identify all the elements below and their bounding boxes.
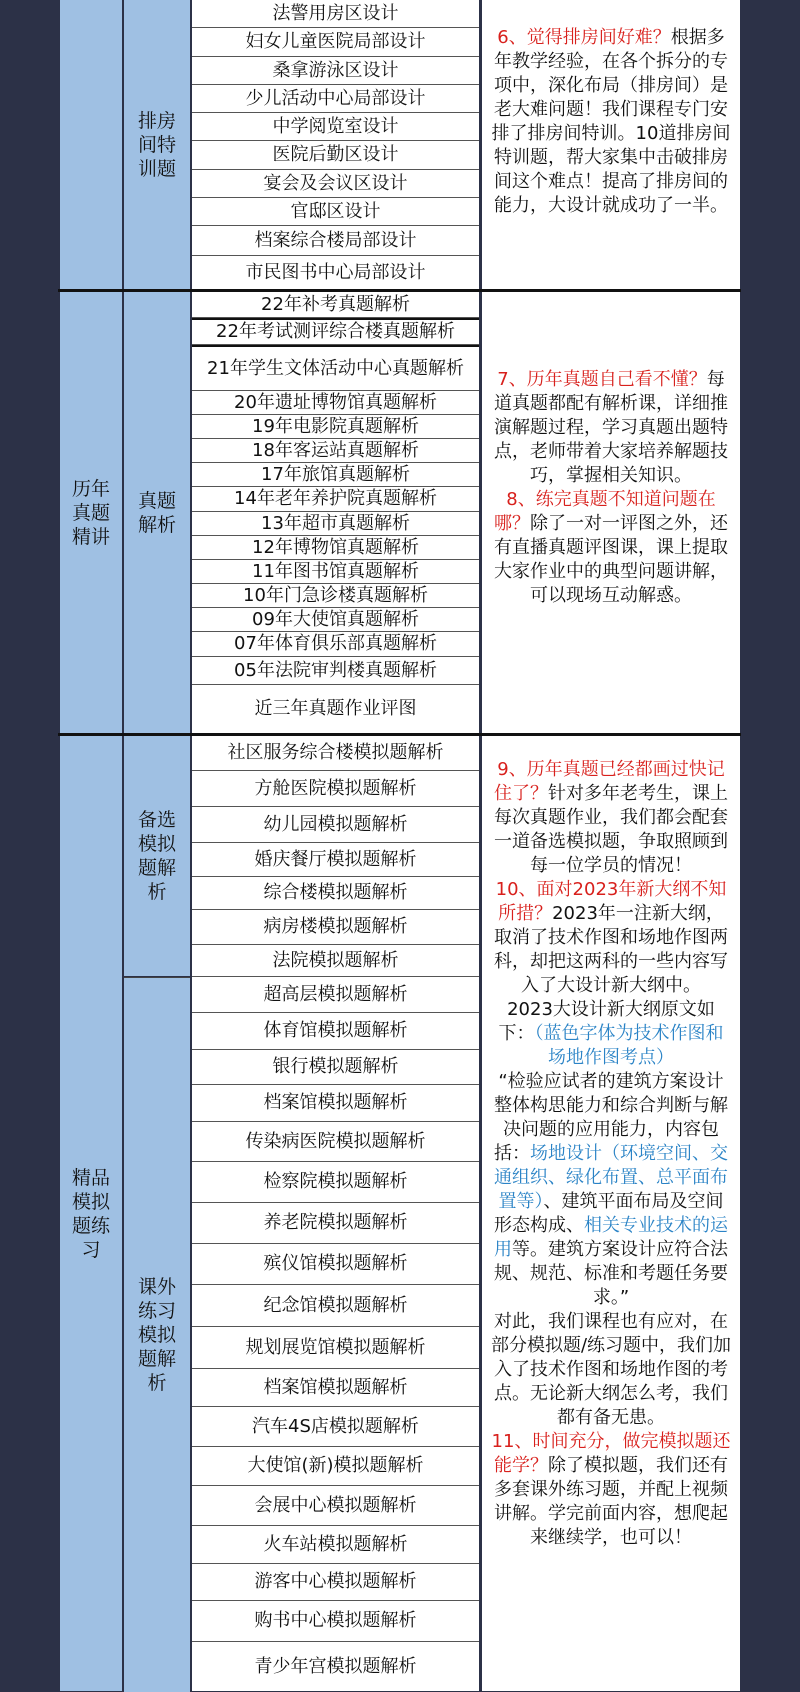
list-item: 官邸区设计 [192, 198, 479, 226]
sub-label-cell [124, 736, 190, 976]
answer-text: 等。建筑方案设计应符合法规、规范、标准和考题任务要求。” [494, 1239, 728, 1308]
sub-label: 真题解析 [137, 489, 176, 536]
question-heading: 7、历年真题自己看不懂？ [497, 369, 707, 390]
list-item: 法院模拟题解析 [192, 945, 479, 977]
list-item: 游客中心模拟题解析 [192, 1564, 479, 1601]
list-item: 养老院模拟题解析 [192, 1203, 479, 1244]
list-item: 07年体育俱乐部真题解析 [192, 632, 479, 657]
list-item: 银行模拟题解析 [192, 1050, 479, 1085]
highlight-text: 场地设计（环境空间、交通组织、绿化布置、总平面布置等） [494, 1143, 728, 1212]
sub-label: 课外练习模拟题解析 [137, 1276, 176, 1394]
answer-text: 除了模拟题，我们还有多套课外练习题，并配上视频讲解。学完前面内容，想爬起来继续学，也可以！ [494, 1455, 728, 1548]
list-item: 09年大使馆真题解析 [192, 608, 479, 632]
list-item: 会展中心模拟题解析 [192, 1486, 479, 1526]
list-item: 社区服务综合楼模拟题解析 [192, 736, 479, 771]
list-item: 体育馆模拟题解析 [192, 1013, 479, 1050]
description-cell [482, 0, 740, 289]
answer-text: 、建筑平面布局及空间形态构成、 [494, 1191, 724, 1236]
list-item: 青少年宫模拟题解析 [254, 1655, 417, 1677]
item-list [192, 0, 479, 289]
list-item: 11年图书馆真题解析 [192, 560, 479, 584]
list-item: 汽车4S店模拟题解析 [192, 1407, 479, 1447]
list-item: 火车站模拟题解析 [192, 1526, 479, 1564]
list-item: 宴会及会议区设计 [192, 170, 479, 198]
list-item: 12年博物馆真题解析 [192, 536, 479, 560]
list-item: 购书中心模拟题解析 [192, 1601, 479, 1642]
answer-text: 对此，我们课程也有应对，在部分模拟题/练习题中，我们加入了技术作图和场地作图的考点。无论新大纲怎么考，我们都有备无患。 [490, 1311, 732, 1428]
sub-label: 排房间特训题 [137, 109, 176, 180]
description-text [490, 368, 732, 608]
list-item: 病房楼模拟题解析 [192, 910, 479, 945]
list-item: 桑拿游泳区设计 [192, 57, 479, 85]
highlight-text: （蓝色字体为技术作图和场地作图考点） [534, 1023, 724, 1068]
section-label-cell [60, 736, 122, 1691]
list-item: 少儿活动中心局部设计 [192, 85, 479, 113]
list-item: 近三年真题作业评图 [254, 698, 417, 719]
list-item: 大使馆(新)模拟题解析 [192, 1447, 479, 1486]
list-item: 17年旅馆真题解析 [192, 463, 479, 487]
list-item: 综合楼模拟题解析 [192, 877, 479, 910]
list-item: 幼儿园模拟题解析 [192, 807, 479, 843]
description-text [490, 26, 732, 218]
list-item: 殡仪馆模拟题解析 [192, 1244, 479, 1285]
question-heading: 10、面对2023年新大纲不知所措？ [495, 879, 727, 924]
sub-label-cell [124, 977, 190, 1692]
list-item: 18年客运站真题解析 [192, 439, 479, 463]
list-item: 法警用房区设计 [192, 0, 479, 28]
description-cell [482, 292, 740, 733]
question-heading: 8、练完真题不知道问题在哪？ [494, 489, 716, 534]
answer-text: 每道真题都配有解析课，详细推演解题过程，学习真题出题特点，老师带着大家培养解题技巧，掌握相关知识。 [494, 369, 728, 486]
sub-label-cell [124, 292, 190, 733]
list-item: 13年超市真题解析 [192, 512, 479, 536]
section-label-cell [60, 292, 122, 733]
answer-text: 2023年一注新大纲，取消了技术作图和场地作图两科，却把这两科的一些内容写入了大设计新大纲中。 [494, 903, 728, 996]
sub-label-cell [124, 0, 190, 289]
section-label: 精品模拟题练习 [71, 1166, 110, 1261]
list-item: 10年门急诊楼真题解析 [192, 584, 479, 608]
list-item: 医院后勤区设计 [192, 141, 479, 170]
sub-label: 备选模拟题解析 [137, 809, 176, 903]
highlight-text: 相关专业技术的运用 [494, 1215, 728, 1260]
item-list [192, 292, 479, 733]
question-heading: 9、历年真题已经都画过快记住了？ [494, 759, 725, 804]
list-item: 档案综合楼局部设计 [192, 226, 479, 256]
list-item: 超高层模拟题解析 [192, 977, 479, 1013]
description-cell [482, 736, 740, 1691]
list-item: 20年遗址博物馆真题解析 [192, 391, 479, 415]
description-text [490, 758, 732, 1550]
item-list [192, 736, 479, 1691]
list-item: 婚庆餐厅模拟题解析 [192, 843, 479, 877]
list-item: 中学阅览室设计 [192, 113, 479, 141]
list-item: 档案馆模拟题解析 [192, 1085, 479, 1122]
list-item: 方舱医院模拟题解析 [192, 771, 479, 807]
list-item: 检察院模拟题解析 [192, 1162, 479, 1203]
list-item: 妇女儿童医院局部设计 [192, 28, 479, 57]
answer-text: 根据多年教学经验，在各个拆分的专项中，深化布局（排房间）是老大难问题！我们课程专门安排了排房间特训。10道排房间特训题，帮大家集中击破排房间这个难点！提高了排房间的能力，大设计就成功了一半。 [491, 27, 731, 216]
list-item: 纪念馆模拟题解析 [192, 1285, 479, 1327]
list-item: 市民图书中心局部设计 [245, 261, 426, 283]
list-item: 档案馆模拟题解析 [192, 1369, 479, 1407]
answer-text: 2023大设计新大纲原文如下： [498, 999, 715, 1044]
answer-text: “检验应试者的建筑方案设计整体构思能力和综合判断与解决问题的应用能力，内容包括： [494, 1071, 728, 1164]
answer-text: 针对多年老考生，课上每次真题作业，我们都会配套一道备选模拟题，争取照顾到每一位学员的情况！ [494, 783, 728, 876]
list-item: 21年学生文体活动中心真题解析 [192, 345, 479, 391]
question-heading: 6、觉得排房间好难？ [497, 27, 671, 48]
section-label-cell [60, 0, 122, 289]
list-item: 规划展览馆模拟题解析 [192, 1327, 479, 1369]
answer-text: 除了一对一评图之外，还有直播真题评图课，课上提取大家作业中的典型问题讲解，可以现场互动解惑。 [494, 513, 728, 606]
section-label: 历年真题精讲 [71, 477, 110, 548]
list-item: 19年电影院真题解析 [192, 415, 479, 439]
list-item: 05年法院审判楼真题解析 [192, 657, 479, 685]
list-item: 14年老年养护院真题解析 [192, 487, 479, 512]
question-heading: 11、时间充分，做完模拟题还能学？ [491, 1431, 731, 1476]
list-item: 22年考试测评综合楼真题解析 [192, 318, 479, 345]
list-item: 传染病医院模拟题解析 [192, 1122, 479, 1162]
list-item: 22年补考真题解析 [192, 292, 479, 318]
